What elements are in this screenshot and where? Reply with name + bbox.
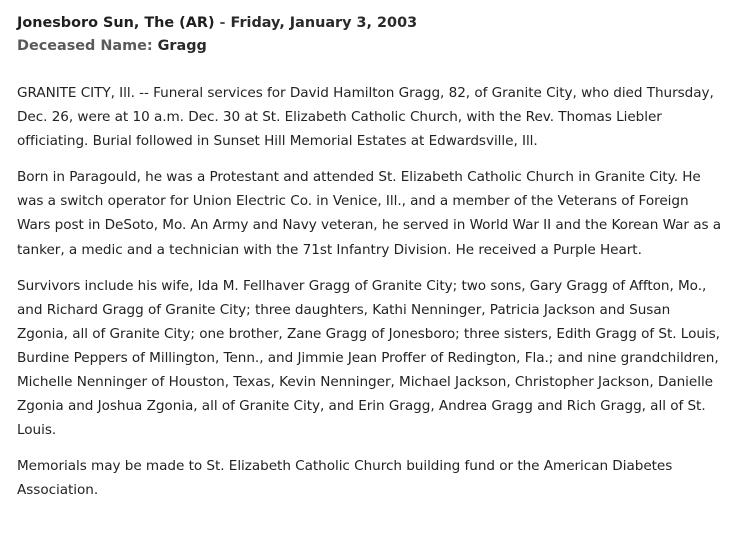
header-separator: - <box>219 15 226 31</box>
deceased-name-row <box>17 35 722 58</box>
deceased-name-value: Gragg <box>157 38 207 54</box>
article-paragraph: Born in Paragould, he was a Protestant and attended St. Elizabeth Catholic Church in Granite City. He was a switch operator for Union Electric Co. in Venice, Ill., and a member of the Veterans of Foreign Wars post in DeSoto, Mo. An Army and Navy veteran, he served in World War II and the Korean War as a tanker, a medic and a technician with the 71st Infantry Division. He received a Purple Heart. <box>17 169 722 258</box>
publication-date: Friday, January 3, 2003 <box>230 15 418 31</box>
publication-header <box>17 12 722 35</box>
article-paragraph: Memorials may be made to St. Elizabeth Catholic Church building fund or the American Diabetes Association. <box>17 458 673 499</box>
obituary-text <box>17 81 722 503</box>
article-paragraph: GRANITE CITY, Ill. -- Funeral services for David Hamilton Gragg, 82, of Granite City, who died Thursday, Dec. 26, were at 10 a.m. Dec. 30 at St. Elizabeth Catholic Church, with the Rev. Thomas Liebler officiating. Burial followed in Sunset Hill Memorial Estates at Edwardsville, Ill. <box>17 85 714 150</box>
article-paragraph: Survivors include his wife, Ida M. Fellhaver Gragg of Granite City; two sons, Gary Gragg of Affton, Mo., and Richard Gragg of Granite City; three daughters, Kathi Nenninger, Patricia Jackson and Susan Zgonia, all of Granite City; one brother, Zane Gragg of Jonesboro; three sisters, Edith Gragg of St. Louis, Burdine Peppers of Millington, Tenn., and Jimmie Jean Proffer of Redington, Fla.; and nine grandchildren, Michelle Nenninger of Houston, Texas, Kevin Nenninger, Michael Jackson, Christopher Jackson, Danielle Zgonia and Joshua Zgonia, all of Granite City, and Erin Gragg, Andrea Gragg and Rich Gragg, all of St. Louis. <box>17 277 720 439</box>
publication-name: Jonesboro Sun, The (AR) <box>17 15 215 31</box>
deceased-name-label: Deceased Name: <box>17 38 153 54</box>
